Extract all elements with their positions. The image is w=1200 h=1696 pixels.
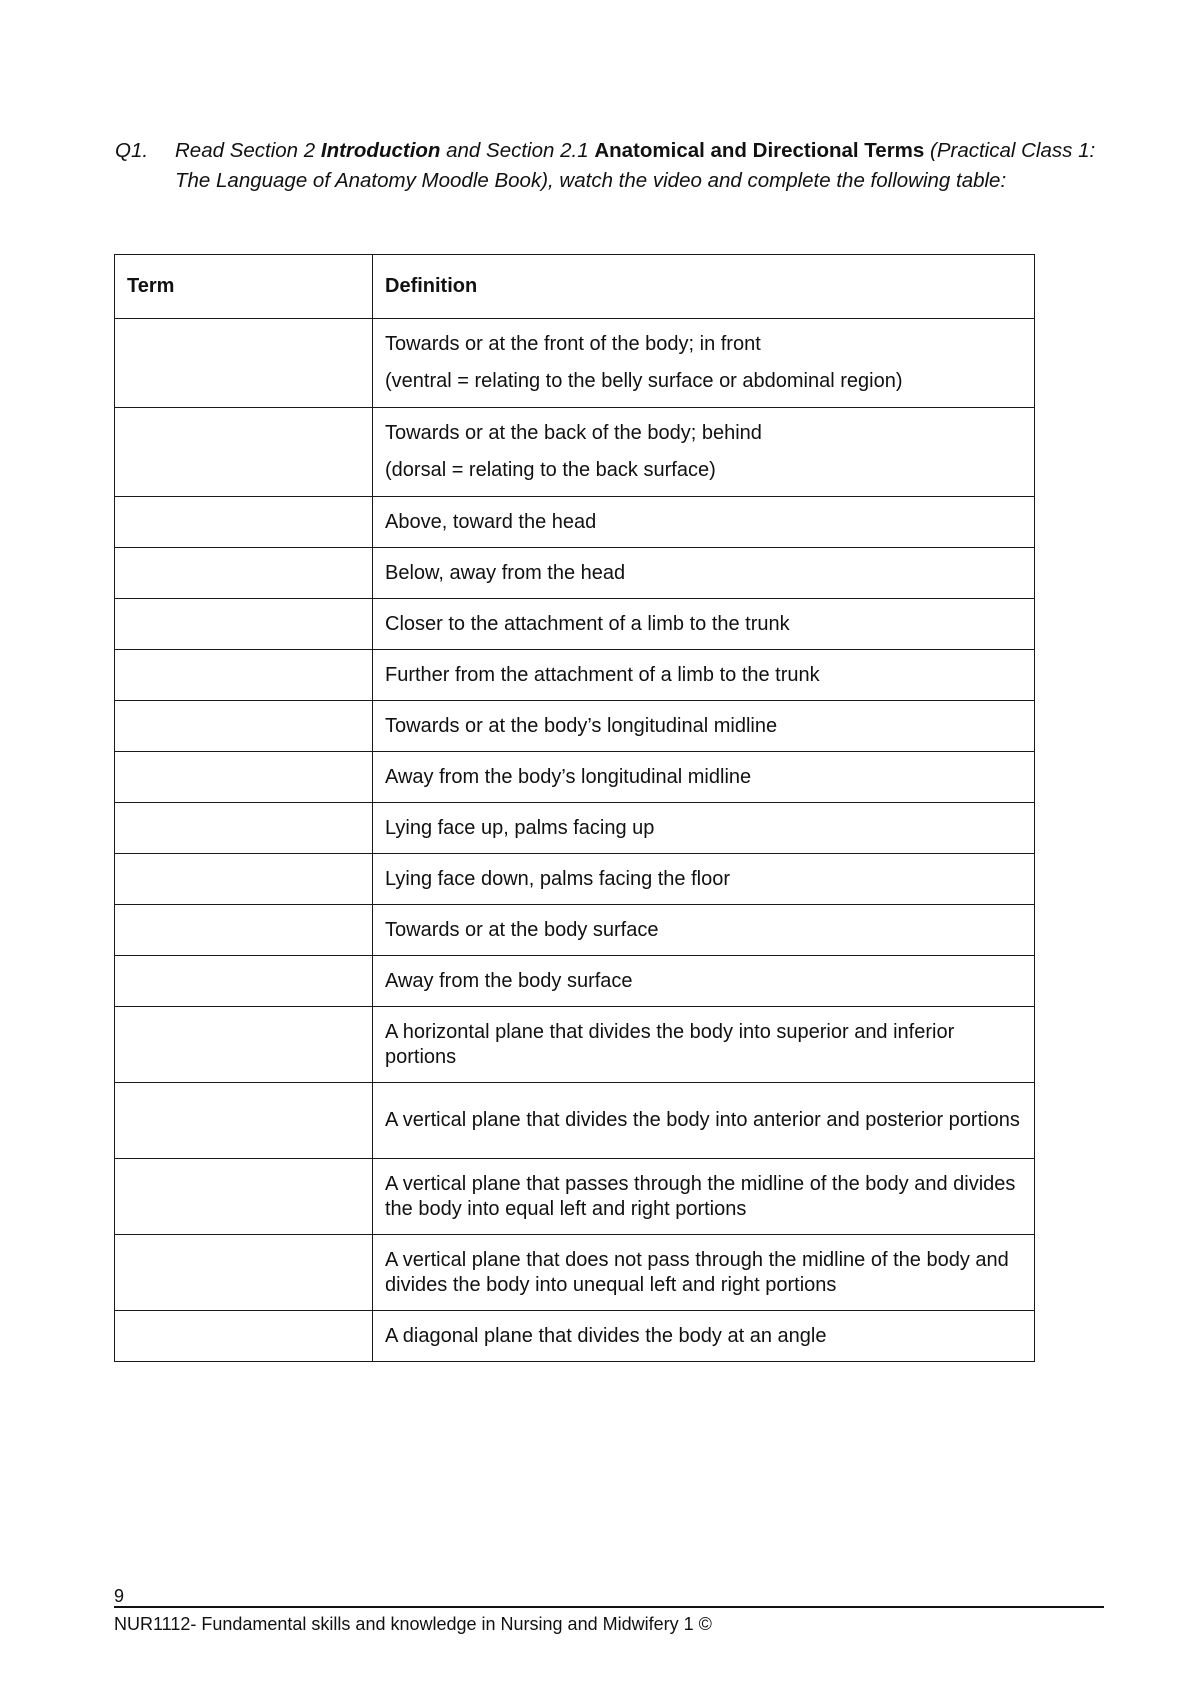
definition-cell: Away from the body surface: [373, 956, 1035, 1007]
term-cell[interactable]: [115, 956, 373, 1007]
terms-table: [114, 254, 1035, 1362]
table-row: [115, 548, 1035, 599]
table-row: [115, 408, 1035, 497]
table-row: [115, 803, 1035, 854]
term-cell[interactable]: [115, 854, 373, 905]
question-text-part: Read Section 2: [175, 139, 321, 162]
table-row: [115, 1235, 1035, 1311]
table-row: [115, 497, 1035, 548]
definition-cell: Lying face up, palms facing up: [373, 803, 1035, 854]
footer-course-title: NUR1112- Fundamental skills and knowledge in Nursing and Midwifery 1 ©: [114, 1614, 712, 1634]
term-cell[interactable]: [115, 1083, 373, 1159]
question-body: [175, 136, 1105, 196]
term-cell[interactable]: [115, 497, 373, 548]
question-bold-section-title: Anatomical and Directional Terms: [594, 139, 925, 162]
table-row: [115, 956, 1035, 1007]
table-row: [115, 1083, 1035, 1159]
definition-cell: A vertical plane that passes through the midline of the body and divides the body into equal left and right portions: [373, 1159, 1035, 1235]
table-row: [115, 701, 1035, 752]
table-row: [115, 1007, 1035, 1083]
question-text-part: (Practical Class 1: The Language of Anatomy Moodle Book), watch the video and complete the following table:: [175, 139, 1096, 192]
definition-cell: Lying face down, palms facing the floor: [373, 854, 1035, 905]
term-cell[interactable]: [115, 905, 373, 956]
definition-note: (ventral = relating to the belly surface or abdominal region): [385, 370, 903, 392]
definition-header: Definition: [373, 255, 1035, 319]
table-row: [115, 1311, 1035, 1362]
definition-cell: A vertical plane that divides the body into anterior and posterior portions: [373, 1083, 1035, 1159]
definition-cell: Above, toward the head: [373, 497, 1035, 548]
page-number: 9: [114, 1586, 125, 1606]
term-cell[interactable]: [115, 1159, 373, 1235]
term-cell[interactable]: [115, 408, 373, 497]
definition-cell: [373, 319, 1035, 408]
definition-line: Towards or at the front of the body; in front: [385, 333, 761, 355]
term-cell[interactable]: [115, 803, 373, 854]
question-number: Q1.: [115, 139, 149, 162]
question-text-part: and Section 2.1: [440, 139, 595, 162]
question-bold-introduction: Introduction: [320, 139, 441, 162]
definition-cell: Below, away from the head: [373, 548, 1035, 599]
table-row: [115, 752, 1035, 803]
term-cell[interactable]: [115, 650, 373, 701]
table-row: [115, 905, 1035, 956]
table-header-row: [115, 255, 1035, 319]
definition-cell: Towards or at the body’s longitudinal midline: [373, 701, 1035, 752]
definition-cell: Closer to the attachment of a limb to the trunk: [373, 599, 1035, 650]
definition-cell: [373, 408, 1035, 497]
term-header: Term: [115, 255, 373, 319]
definition-cell: A vertical plane that does not pass through the midline of the body and divides the body into unequal left and right portions: [373, 1235, 1035, 1311]
term-cell[interactable]: [115, 319, 373, 408]
footer-divider: [114, 1606, 1104, 1608]
definition-note: (dorsal = relating to the back surface): [385, 459, 716, 481]
definition-line: Towards or at the back of the body; behind: [385, 422, 762, 444]
table-row: [115, 650, 1035, 701]
definition-cell: Further from the attachment of a limb to the trunk: [373, 650, 1035, 701]
table-row: [115, 319, 1035, 408]
term-cell[interactable]: [115, 701, 373, 752]
table-row: [115, 854, 1035, 905]
term-cell[interactable]: [115, 1235, 373, 1311]
term-cell[interactable]: [115, 752, 373, 803]
definition-cell: A horizontal plane that divides the body into superior and inferior portions: [373, 1007, 1035, 1083]
question-text: [115, 136, 1105, 196]
term-cell[interactable]: [115, 1007, 373, 1083]
definition-cell: Away from the body’s longitudinal midline: [373, 752, 1035, 803]
definition-cell: A diagonal plane that divides the body at an angle: [373, 1311, 1035, 1362]
definition-cell: Towards or at the body surface: [373, 905, 1035, 956]
term-cell[interactable]: [115, 548, 373, 599]
term-cell[interactable]: [115, 1311, 373, 1362]
table-row: [115, 1159, 1035, 1235]
term-cell[interactable]: [115, 599, 373, 650]
table-row: [115, 599, 1035, 650]
